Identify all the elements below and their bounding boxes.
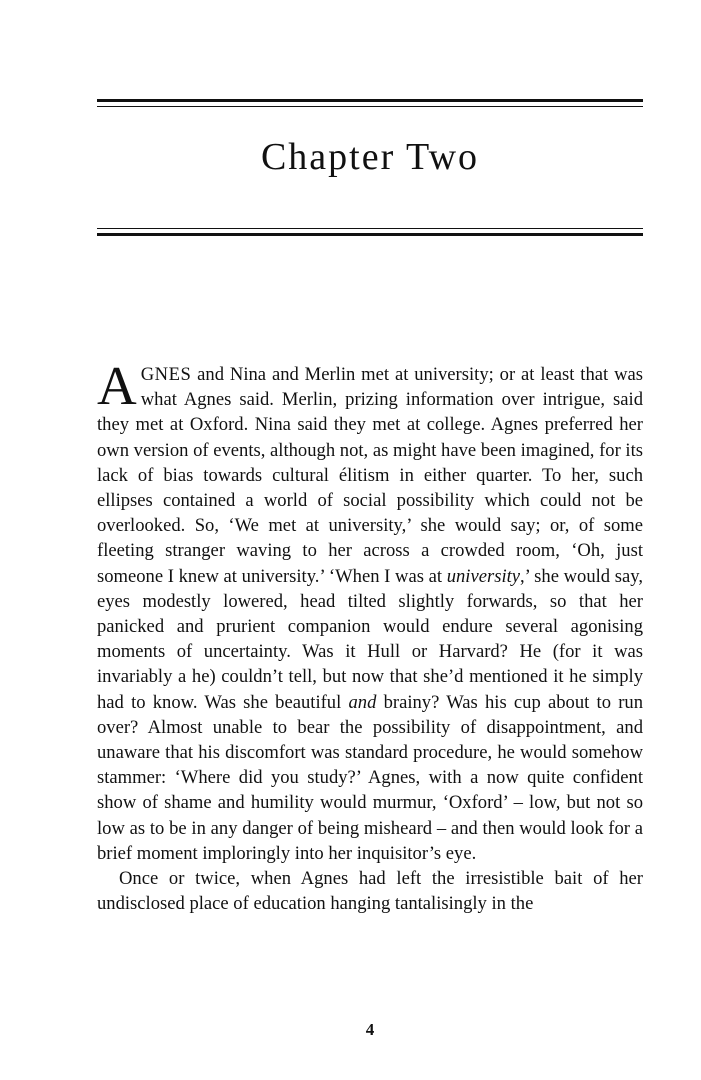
page-number: 4 — [365, 1020, 375, 1039]
paragraph-2: Once or twice, when Agnes had left the irresistible bait of her undisclosed place of education hanging tantalisingly in the — [97, 868, 643, 915]
top-rule-upper — [97, 99, 643, 102]
paragraph-1-text-c: brainy? Was his cup about to run over? Almost unable to bear the possibility of disappointment, and unaware that his discomfort was standard procedure, he would somehow stammer: ‘Where did you study?’ Agnes, with a now quite confident show of shame and humility would murmur, ‘Oxford’ – low, but not so low as to be in any danger of being misheard – and then would look for a brief moment imploringly into her inquisitor’s eye. — [97, 691, 643, 864]
paragraph-1-text-b: ,’ she would say, eyes modestly lowered, head tilted slightly forwards, so that her panicked and prurient companion would endure several agonising moments of uncertainty. Was it Hull or Harvard? He (for it was invariably a he) couldn’t tell, but now that she’d mentioned it he simply had to know. Was she beautiful — [97, 565, 643, 713]
bottom-rule-upper — [97, 228, 643, 229]
drop-cap: A — [97, 355, 137, 416]
opening-smallcaps: GNES — [140, 364, 192, 385]
emphasis-and: and — [348, 691, 377, 713]
bottom-rule-lower — [97, 233, 643, 236]
chapter-title: Chapter Two — [260, 136, 480, 178]
top-rule-lower — [97, 106, 643, 107]
chapter-body — [97, 355, 643, 916]
paragraph-1-text-a: and Nina and Merlin met at university; or at least that was what Agnes said. Merlin, prizing information over intrigue, said they met at Oxford. Nina said they met at college. Agnes preferred her own version of events, although not, as might have been imagined, for its lack of bias towards cultural élitism in either quarter. To her, such ellipses contained a world of social possibility which could not be overlooked. So, ‘We met at university,’ she would say; or, of some fleeting stranger waving to her across a crowded room, ‘Oh, just someone I knew at university.’ ‘When I was at — [97, 364, 643, 587]
emphasis-university: university — [446, 565, 521, 587]
paragraph-1 — [97, 355, 643, 866]
